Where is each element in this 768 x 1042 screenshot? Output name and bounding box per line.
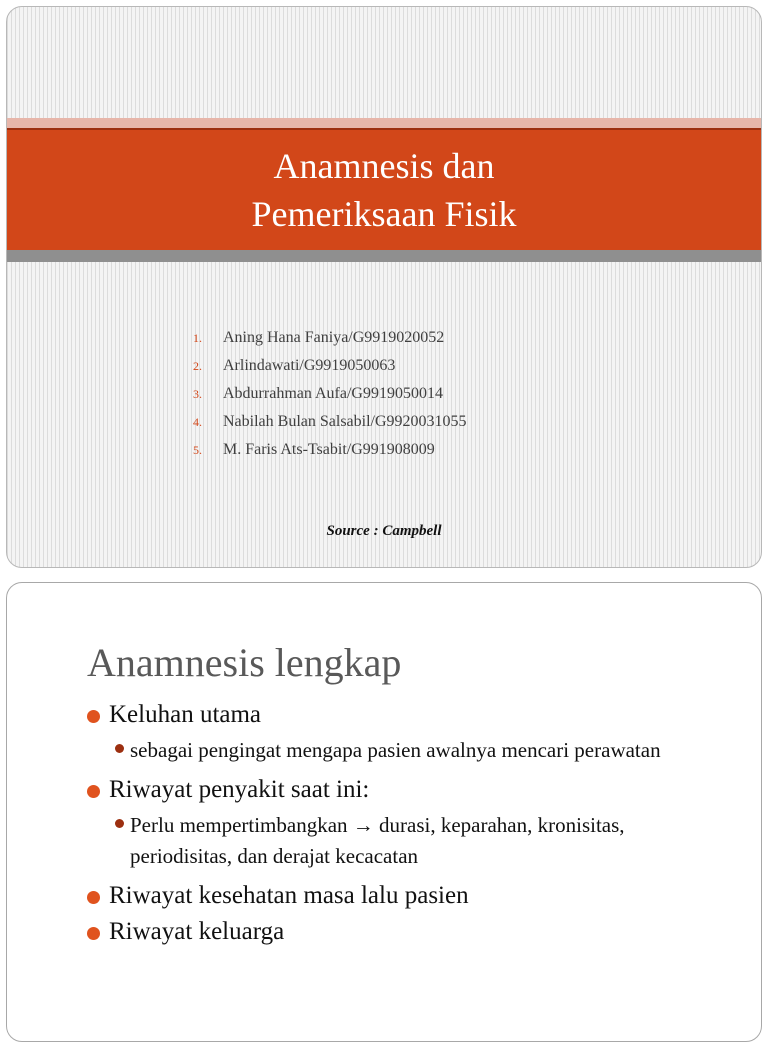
bullet-dot-icon (87, 927, 100, 940)
title-top-accent-band (7, 118, 761, 128)
author-list (193, 329, 467, 469)
sub-bullet-dot-icon (115, 819, 124, 828)
bullet-dot-icon (87, 891, 100, 904)
slide-heading: Anamnesis lengkap (87, 640, 402, 685)
author-item (193, 441, 467, 469)
bullet-item (87, 701, 721, 729)
author-number: 2. (193, 359, 202, 373)
author-item (193, 329, 467, 357)
sub-bullet-dot-icon (115, 744, 124, 753)
author-name: Abdurrahman Aufa/G9919050014 (223, 385, 443, 402)
author-number: 1. (193, 331, 202, 345)
source-citation: Source : Campbell (326, 523, 442, 539)
slide-title-line-1: Anamnesis dan (273, 146, 495, 186)
bullet-dot-icon (87, 710, 100, 723)
author-item (193, 357, 467, 385)
author-name: Arlindawati/G9919050063 (223, 357, 396, 374)
bullet-text: Riwayat penyakit saat ini: (109, 776, 370, 803)
bullet-text: Riwayat keluarga (109, 918, 285, 945)
author-name: M. Faris Ats-Tsabit/G991908009 (223, 441, 435, 458)
bullet-text: Keluhan utama (109, 701, 262, 728)
title-banner (7, 130, 761, 250)
author-name: Nabilah Bulan Salsabil/G9920031055 (223, 413, 467, 430)
author-number: 3. (193, 387, 202, 401)
author-item (193, 385, 467, 413)
slide-title-line-2: Pemeriksaan Fisik (251, 194, 517, 234)
bullet-list (87, 701, 721, 952)
sub-bullet-text: sebagai pengingat mengapa pasien awalnya mencari perawatan (130, 738, 661, 762)
author-name: Aning Hana Faniya/G9919020052 (223, 329, 445, 346)
title-bottom-band (7, 250, 761, 262)
author-number: 4. (193, 415, 202, 429)
author-number: 5. (193, 443, 202, 457)
title-slide (6, 6, 762, 568)
bullet-item (87, 882, 721, 910)
bullet-item (87, 918, 721, 946)
sub-bullet-item (115, 810, 721, 872)
sub-bullet-text: Perlu mempertimbangkan → durasi, keparahan, kronisitas, periodisitas, dan derajat kecacatan (130, 813, 625, 868)
author-item (193, 413, 467, 441)
bullet-dot-icon (87, 785, 100, 798)
content-slide (6, 582, 762, 1042)
bullet-text: Riwayat kesehatan masa lalu pasien (109, 882, 469, 909)
sub-bullet-item (115, 735, 721, 766)
bullet-item (87, 776, 721, 804)
